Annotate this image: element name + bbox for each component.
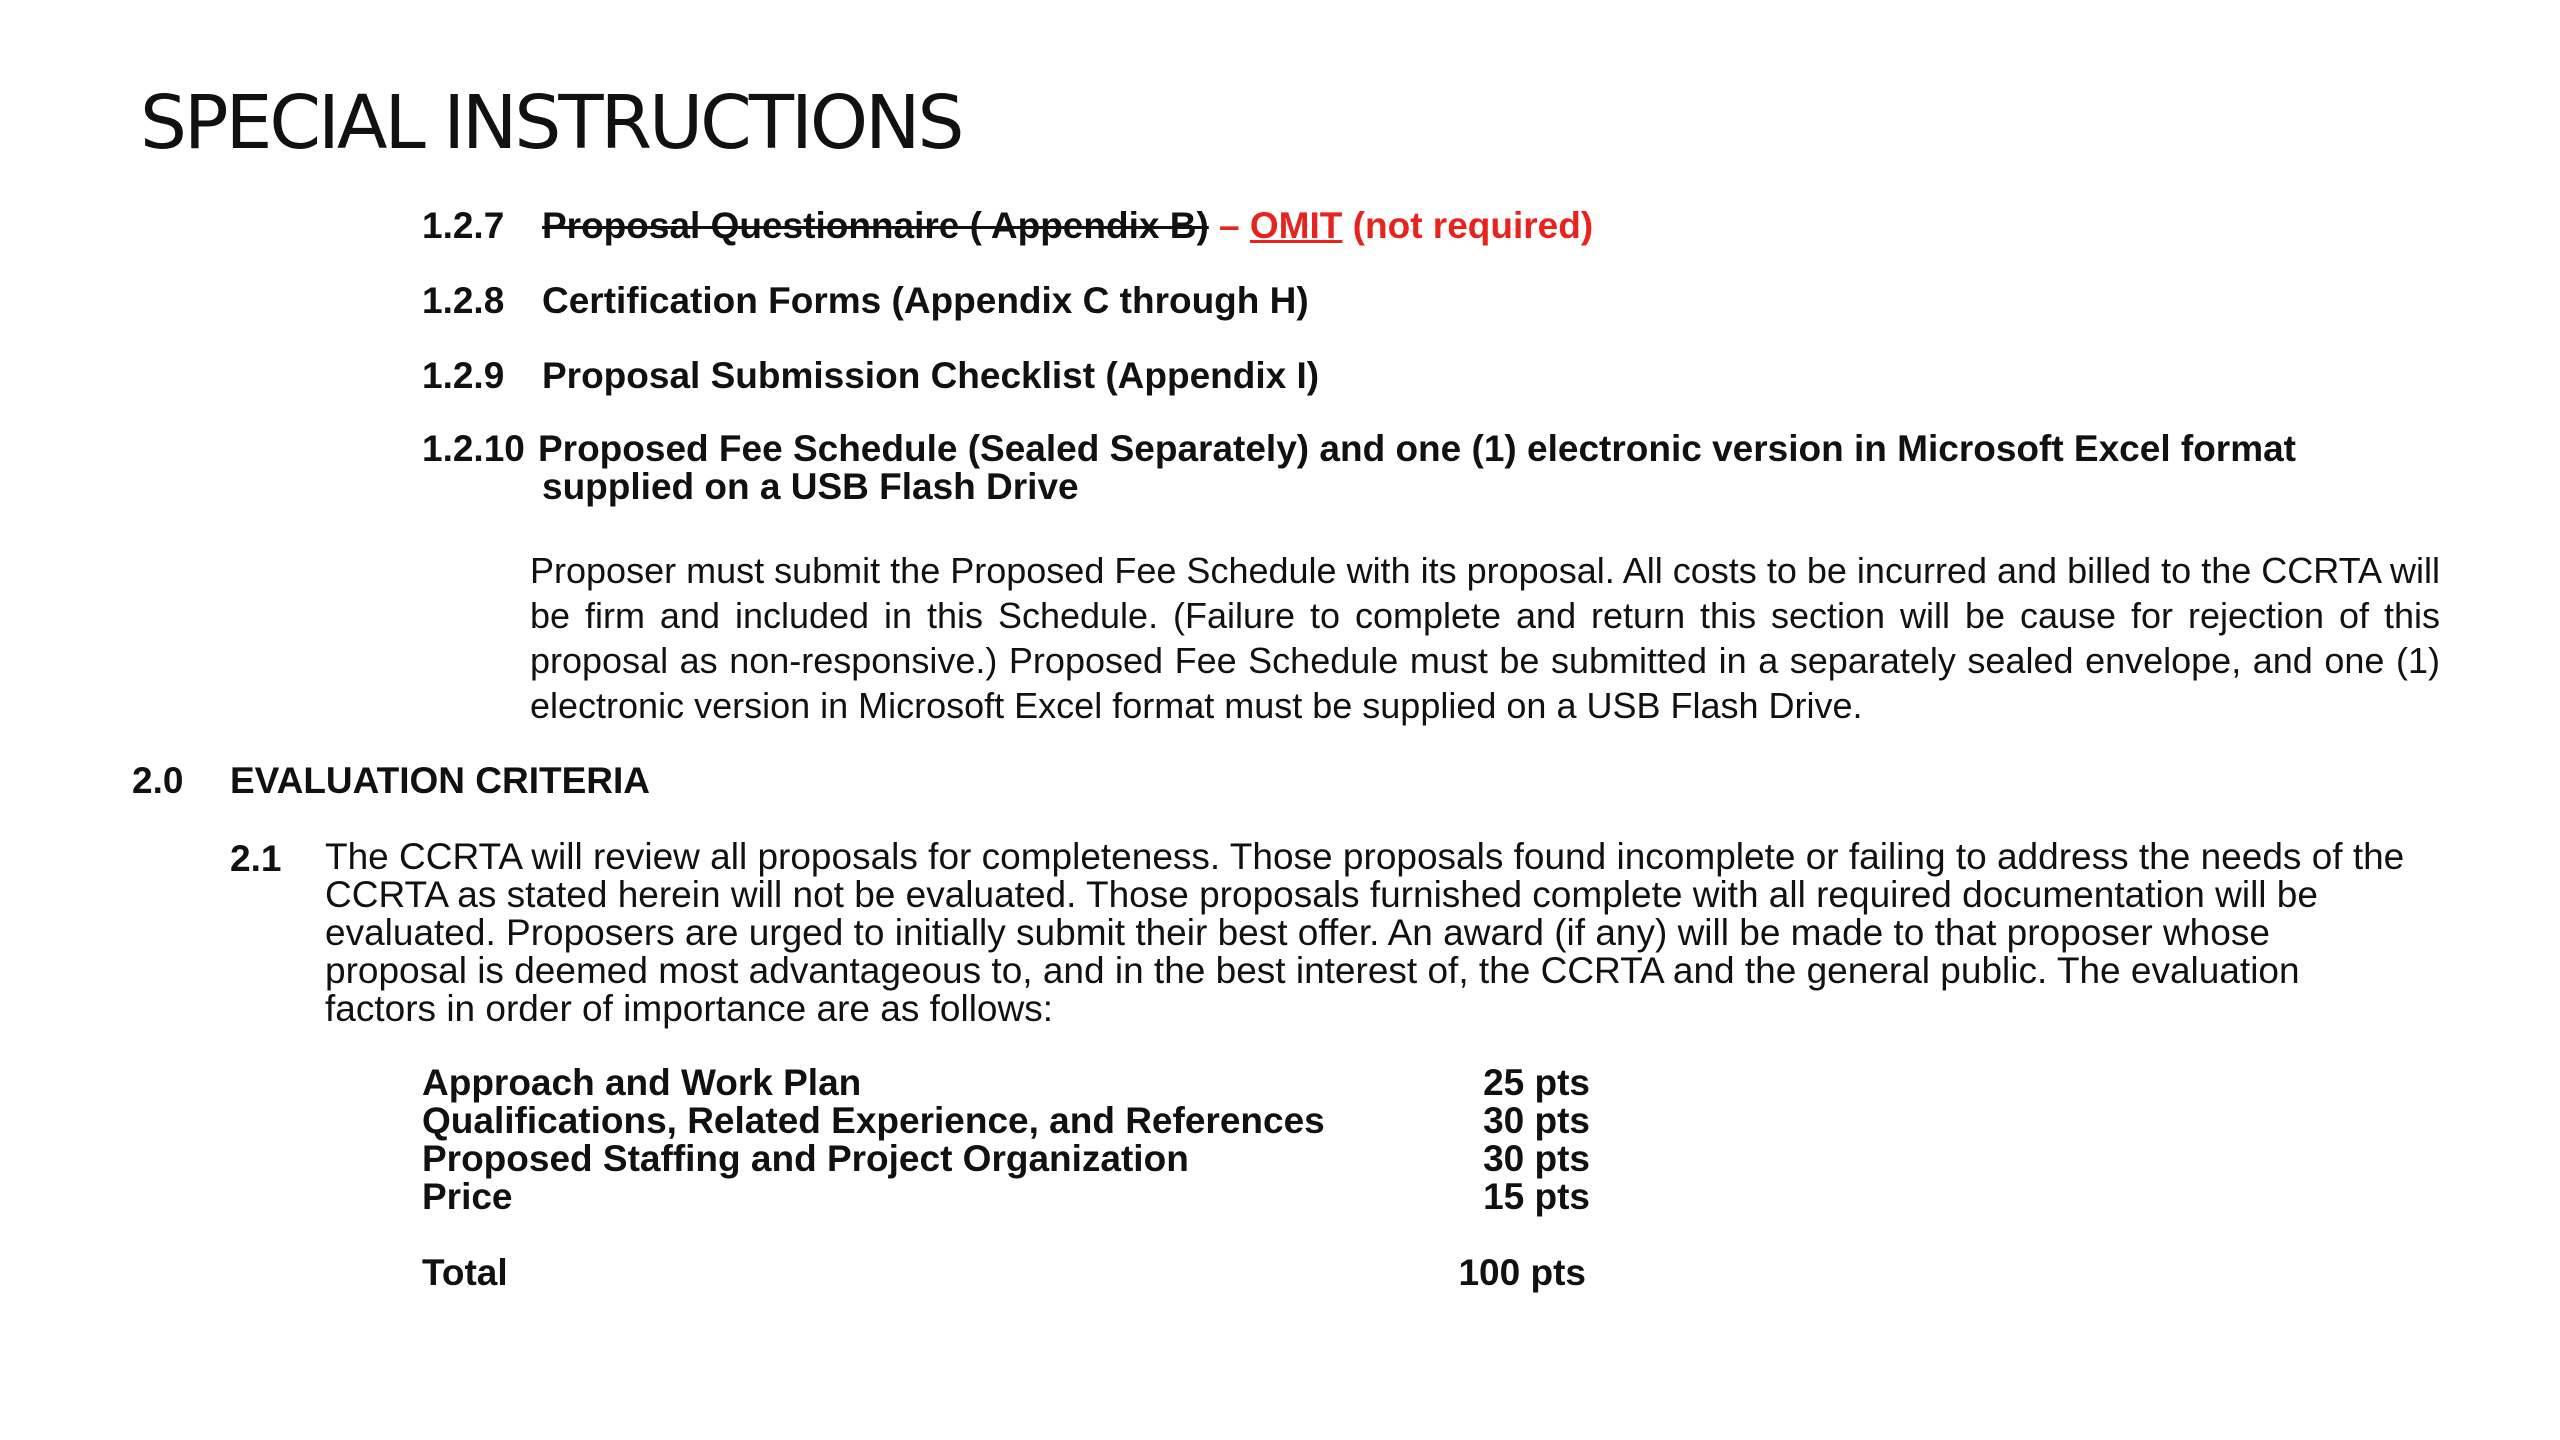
- total-label: Total: [422, 1252, 508, 1293]
- criteria-points: 15 pts: [1483, 1176, 1590, 1217]
- criteria-name: Proposed Staffing and Project Organization: [422, 1138, 1189, 1179]
- not-required-label: (not required): [1342, 205, 1594, 246]
- item-number: 1.2.7: [422, 205, 505, 246]
- item-1-2-7-struck: [422, 205, 1209, 246]
- item-number: 1.2.8: [422, 280, 505, 321]
- fee-schedule-paragraph: Proposer must submit the Proposed Fee Schedule with its proposal. All costs to be incurred and billed to the CCRTA will be firm and included in this Schedule. (Failure to complete and return this section will be cause for rejection of this proposal as non-responsive.) Proposed Fee Schedule must be submitted in a separately sealed envelope, and one (1) electronic version in Microsoft Excel format must be supplied on a USB Flash Drive.: [530, 550, 2440, 726]
- item-dash: –: [1208, 205, 1250, 246]
- criteria-points: 25 pts: [1483, 1062, 1590, 1103]
- section-number: 2.0: [132, 760, 184, 801]
- item-1-2-9: [422, 355, 1319, 397]
- item-text: Certification Forms (Appendix C through H): [542, 280, 1309, 321]
- total-points: 100 pts: [1458, 1252, 1586, 1293]
- item-1-2-7: [422, 205, 1593, 247]
- item-text-line1: Proposed Fee Schedule (Sealed Separately) and one (1) electronic version in Microsoft Excel format: [538, 428, 2297, 469]
- criteria-points: 30 pts: [1483, 1100, 1590, 1141]
- paragraph-line: evaluated. Proposers are urged to initially submit their best offer. An award (if any) will be made to that proposer whose: [325, 912, 2270, 953]
- item-text-line2: supplied on a USB Flash Drive: [542, 466, 1079, 507]
- criteria-points: 30 pts: [1483, 1138, 1590, 1179]
- criteria-name: Price: [422, 1176, 513, 1217]
- criteria-name: Qualifications, Related Experience, and References: [422, 1100, 1325, 1141]
- item-1-2-10: [422, 430, 2296, 506]
- page-title: SPECIAL INSTRUCTIONS: [140, 80, 962, 166]
- item-text: Proposal Questionnaire ( Appendix B): [542, 205, 1209, 246]
- subsection-number: 2.1: [230, 838, 282, 879]
- item-number: 1.2.10: [422, 428, 525, 469]
- paragraph-line: CCRTA as stated herein will not be evaluated. Those proposals furnished complete with all required documentation will be: [325, 874, 2318, 915]
- item-text: Proposal Submission Checklist (Appendix I): [542, 355, 1320, 396]
- omit-label: OMIT: [1249, 205, 1343, 246]
- paragraph-line: factors in order of importance are as follows:: [325, 988, 1053, 1029]
- subsection-2-1-paragraph: [325, 838, 2404, 1028]
- paragraph-line: proposal is deemed most advantageous to, and in the best interest of, the CCRTA and the general public. The evaluation: [325, 950, 2300, 991]
- item-1-2-8: [422, 280, 1309, 322]
- section-title: EVALUATION CRITERIA: [230, 760, 651, 801]
- item-number: 1.2.9: [422, 355, 505, 396]
- criteria-name: Approach and Work Plan: [422, 1062, 862, 1103]
- paragraph-line: The CCRTA will review all proposals for completeness. Those proposals found incomplete or failing to address the needs of the: [325, 836, 2405, 877]
- section-2-0-heading: [132, 760, 650, 802]
